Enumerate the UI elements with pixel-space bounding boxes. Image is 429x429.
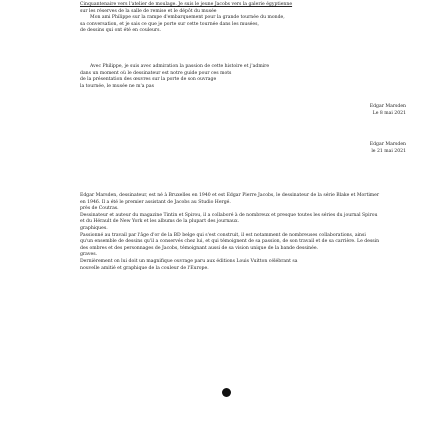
intro-line: de dessins qui ont été en couleurs. [80,28,161,34]
bio-paragraph: Dessinateur et auteur du magazine Tintin et Spirou, il a collaboré à de nombreux et presque toutes les séries du journal Spirou et du Hérault de New York et les albums de la plupart des journaux. [80,212,378,225]
bio-paragraph-tail: graves. [80,252,98,258]
intro-heading-line: Cinquantenaire vers l'atelier de moulage. Je suis le jeune Jacobs vers la galerie égyptienne [80,2,293,7]
signature-date: le 21 mai 2021 [371,148,406,154]
intro-line: sur les réserves de la salle de remise et le dépôt du musée [80,8,217,14]
signature-name: Edgar Marsden [369,104,406,109]
second-line: dans un moment où le dessinateur est notre guide pour ces mots [80,70,232,76]
bio-paragraph: Dernièrement on lui doit un magnifique ouvrage paru aux éditions Louis Vuitton célébrant sa [80,258,298,264]
intro-paragraph [80,2,380,35]
bio-paragraph-tail: près de Coutras. [80,206,119,212]
bio-paragraph: Passionné au travail par l'âge d'or de la BD belge qui s'est construit, il est notamment de nombreuses collaborations, ainsi qu'un ensemble de dessins qu'il a conservés chez lui, et qui témoignent de sa passion, de son travail et de sa carrière. Le dessin des ombres et des personnages de Jacobs, témoignant aussi de sa vision unique de la bande dessinée. [80,232,380,251]
signature-date: Le 8 mai 2021 [372,110,406,116]
signature-block-2 [276,142,406,155]
bio-paragraph-tail: nouvelle amitié et graphique de la couleur de l'Europe. [80,265,209,271]
signature-block-1 [276,104,406,117]
second-line: la tournée, le musée ne m'a pas [80,83,154,89]
intro-line: sa conversation, et je sais ce que je porte sur cette tournée dans les musées, [80,21,259,27]
bio-paragraph: Edgar Marsden, dessinateur, est né à Bruxelles en 1940 et est Edgar Pierre Jacobs, le dessinateur de la série Blake et Mortimer en 1946. Il a été le premier assistant de Jacobs au Studio Hergé. [80,193,380,205]
biography-section [80,193,380,272]
second-indent-line: Avec Philippe, je suis avec admiration la passion de cette histoire et j'admire [90,64,270,69]
bullet-dot-icon [222,388,231,397]
signature-name: Edgar Marsden [369,142,406,147]
second-line: de la présentation des œuvres sur la porte de son ouvrage [80,77,217,83]
bio-paragraph-tail: graphiques. [80,225,108,231]
second-paragraph [80,64,380,90]
intro-indent-line: Mon ami Philippe sur la rampe d'embarquement pour la grande tournée du monde, [90,15,285,21]
